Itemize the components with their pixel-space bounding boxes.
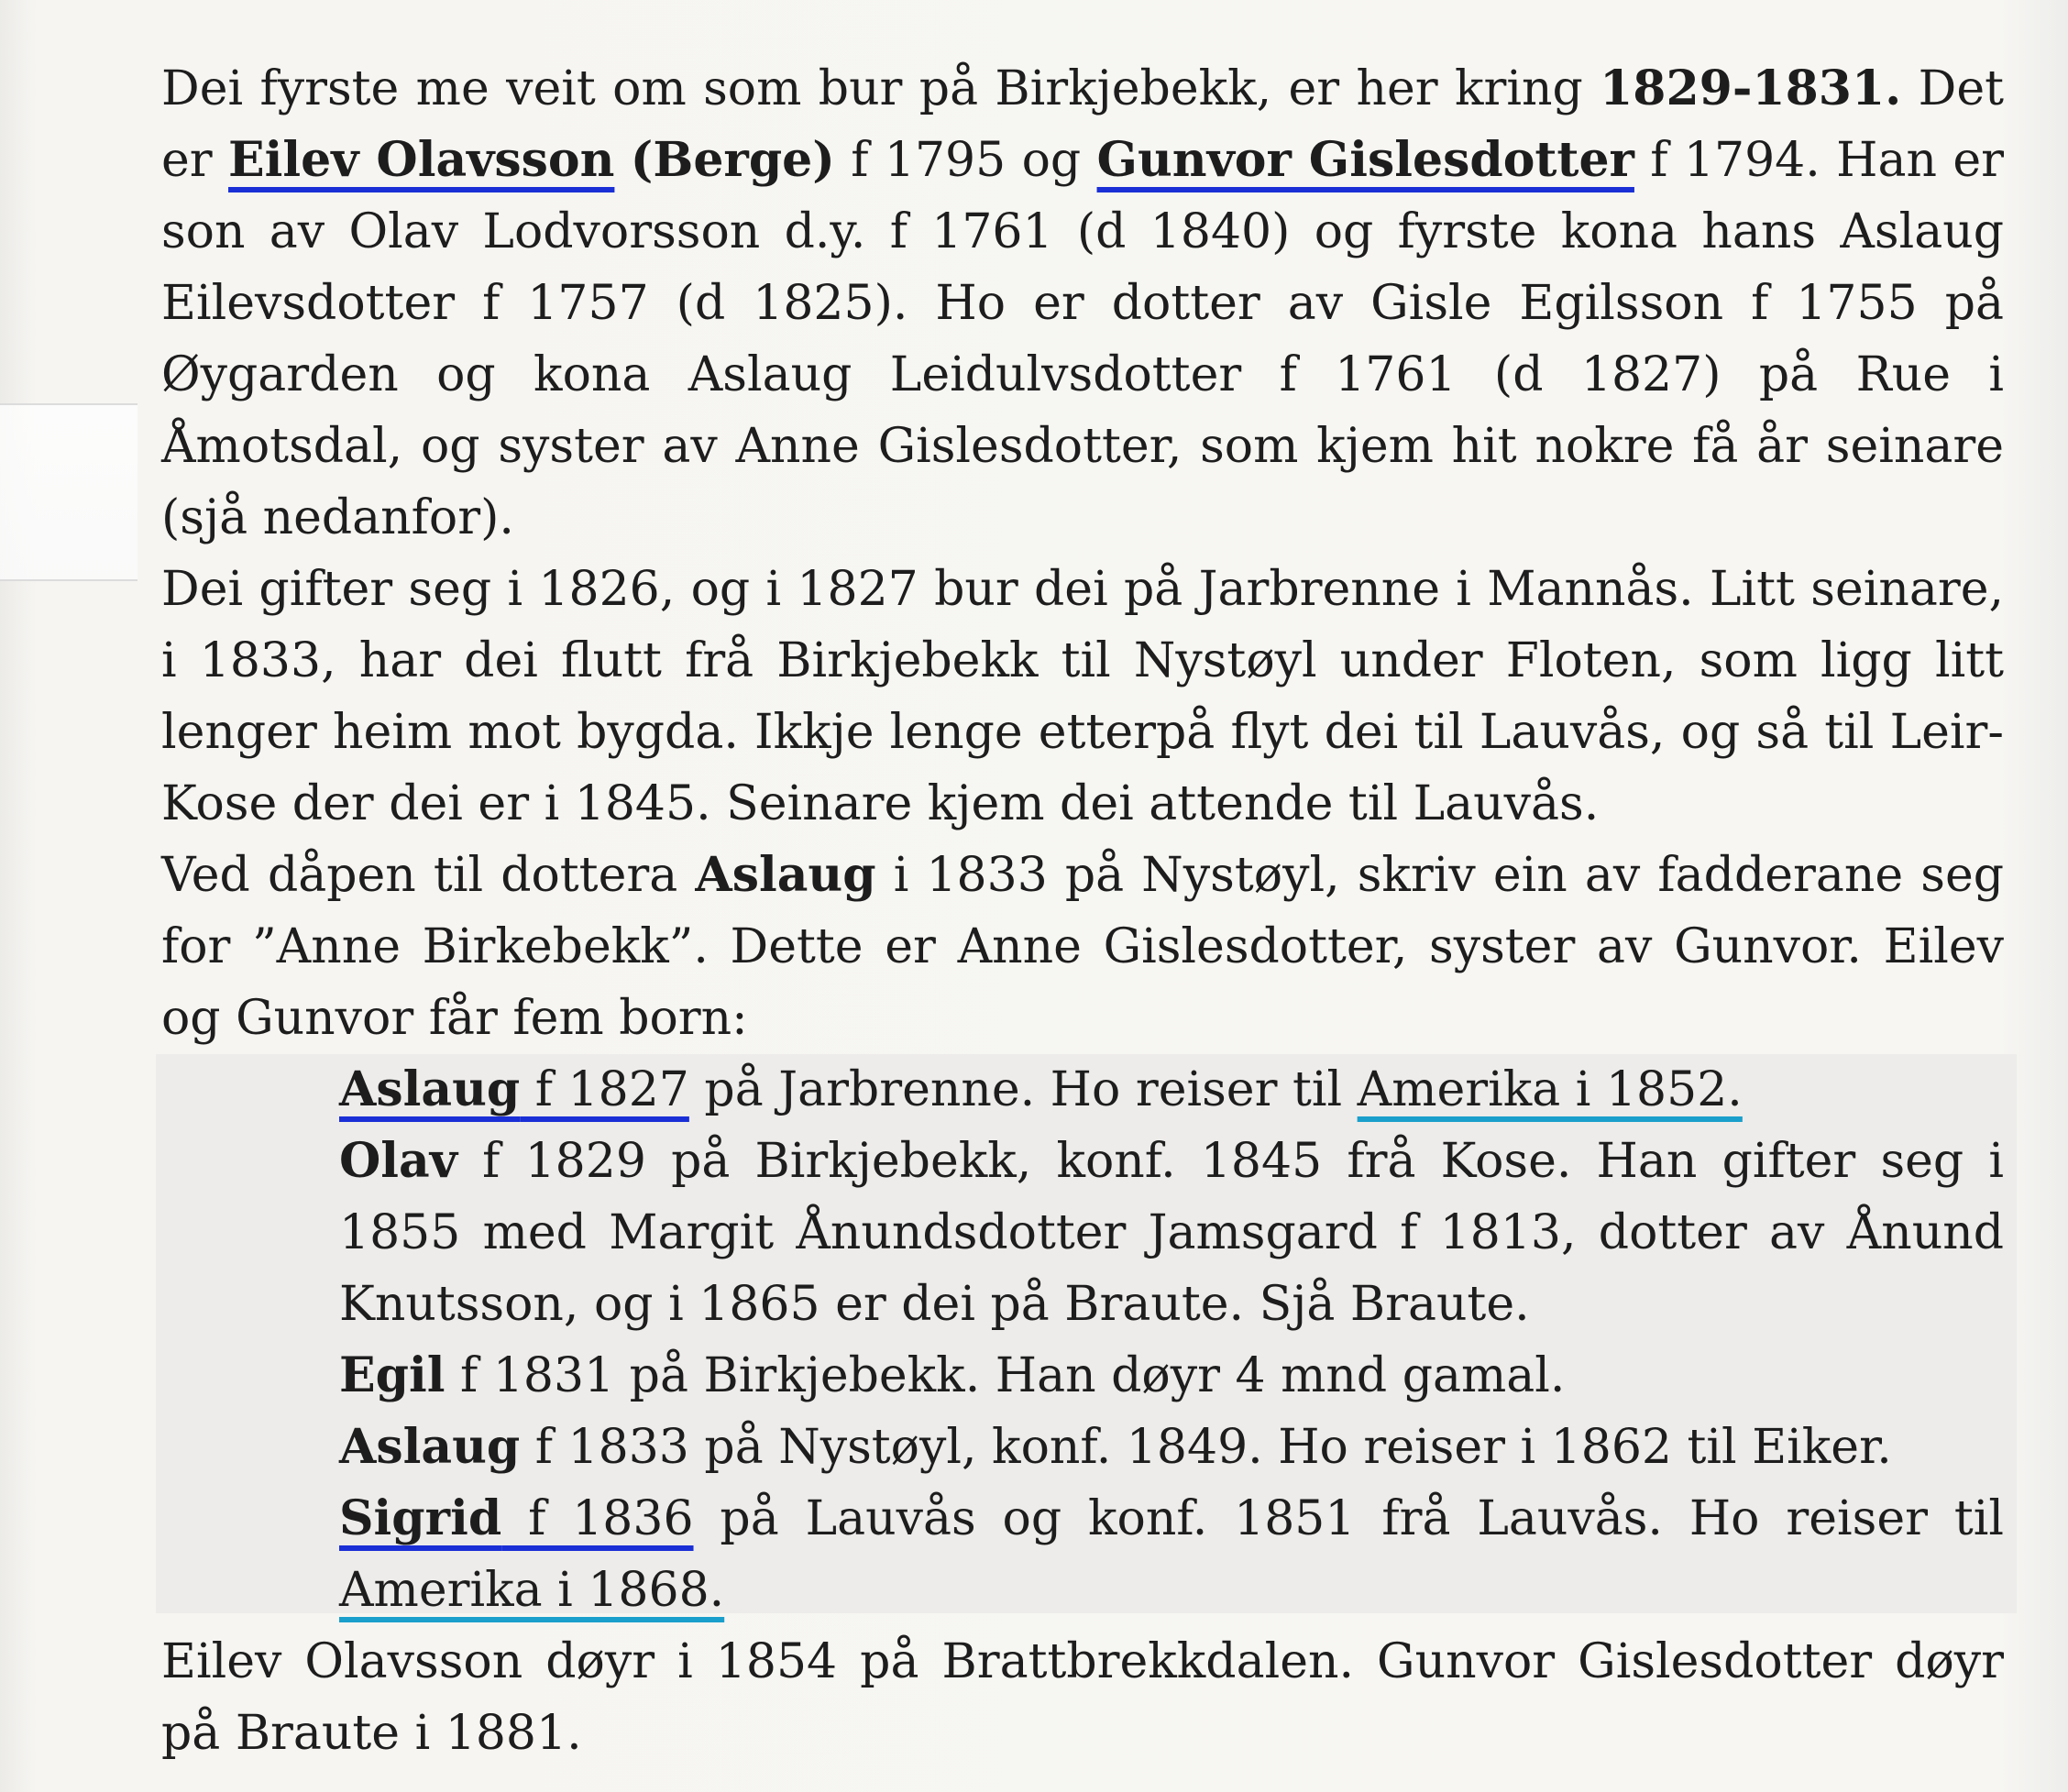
child-2-name: Olav: [339, 1133, 457, 1189]
child-1-name: Aslaug: [339, 1061, 521, 1117]
children-list: [161, 1054, 2004, 1626]
husband-farm: (Berge): [630, 132, 835, 188]
paragraph-baptism: [161, 840, 2004, 1054]
list-item-child-3: [339, 1340, 2004, 1412]
baptism-text-b: i 1833 på Nystøyl, skriv ein av fadderane seg for ”Anne Birkebekk”. Dette er Anne Gislesdotter, syster av Gunvor. Eilev og Gunvor får fem born:: [161, 848, 2004, 1046]
husband-name: Eilev Olavsson: [228, 132, 615, 188]
list-item-child-5: [339, 1483, 2004, 1626]
child-2-text: f 1829 på Birkjebekk, konf. 1845 frå Kose. Han gifter seg i 1855 med Margit Ånundsdotter Jamsgard f 1813, dotter av Ånund Knutsson, og i 1865 er dei på Braute. Sjå Braute.: [339, 1134, 2004, 1332]
list-item-child-2: [339, 1126, 2004, 1340]
child-5-birth: f 1836: [501, 1491, 694, 1546]
paragraph-intro: [161, 53, 2004, 554]
child-1-text: på Jarbrenne. Ho reiser til: [688, 1062, 1358, 1117]
baptism-text-a: Ved dåpen til dottera: [161, 848, 696, 903]
child-5-underlined: [339, 1491, 694, 1546]
wife-name: Gunvor Gislesdotter: [1096, 132, 1634, 188]
baptism-child-name: Aslaug: [695, 847, 876, 903]
child-4-name: Aslaug: [339, 1419, 521, 1475]
intro-text-e: f 1794. Han er son av Olav Lodvorsson d.y. f 1761 (d 1840) og fyrste kona hans Aslaug Eilevsdotter f 1757 (d 1825). Ho er dotter av Gisle Egilsson f 1755 på Øygarden og kona Aslaug Leidulvsdotter f 1761 (d 1827) på Rue i Åmotsdal, og syster av Anne Gislesdotter, som kjem hit nokre få år seinare (sjå nedanfor).: [161, 133, 2005, 545]
child-3-text: f 1831 på Birkjebekk. Han døyr 4 mnd gamal.: [445, 1348, 1566, 1403]
child-4-text: f 1833 på Nystøyl, konf. 1849. Ho reiser i 1862 til Eiker.: [520, 1420, 1892, 1475]
intro-years: 1829-1831.: [1600, 60, 1902, 116]
paragraph-deaths: Eilev Olavsson døyr i 1854 på Brattbrekkdalen. Gunvor Gislesdotter døyr på Braute i 1881.: [161, 1634, 2004, 1761]
list-item-child-4: [339, 1412, 2004, 1483]
intro-text-d: f 1795 og: [834, 133, 1097, 188]
text-body: [161, 53, 2004, 1769]
paragraph-marriage: Dei gifter seg i 1826, og i 1827 bur dei på Jarbrenne i Mannås. Litt seinare, i 1833, har dei flutt frå Birkjebekk til Nystøyl under Floten, som ligg litt lenger heim mot bygda. Ikkje lenge etterpå flyt dei til Lauvås, og så til Leir-Kose der dei er i 1845. Seinare kjem dei attende til Lauvås.: [161, 562, 2004, 831]
list-item-child-1: [339, 1054, 2004, 1126]
intro-text-c: [614, 133, 630, 188]
margin-paper-strip: [0, 403, 138, 581]
child-1-underlined: [339, 1062, 689, 1117]
child-5-text: på Lauvås og konf. 1851 frå Lauvås. Ho reiser til: [693, 1491, 2004, 1546]
child-1-birth: f 1827: [520, 1062, 689, 1117]
intro-text-b: Det er: [161, 61, 2004, 188]
intro-text-a: Dei fyrste me veit om som bur på Birkjebekk, er her kring: [161, 61, 1600, 116]
child-1-emigration: Amerika i 1852.: [1357, 1062, 1743, 1117]
child-3-name: Egil: [339, 1347, 446, 1403]
child-5-emigration: Amerika i 1868.: [339, 1563, 725, 1618]
child-5-name: Sigrid: [339, 1490, 502, 1546]
